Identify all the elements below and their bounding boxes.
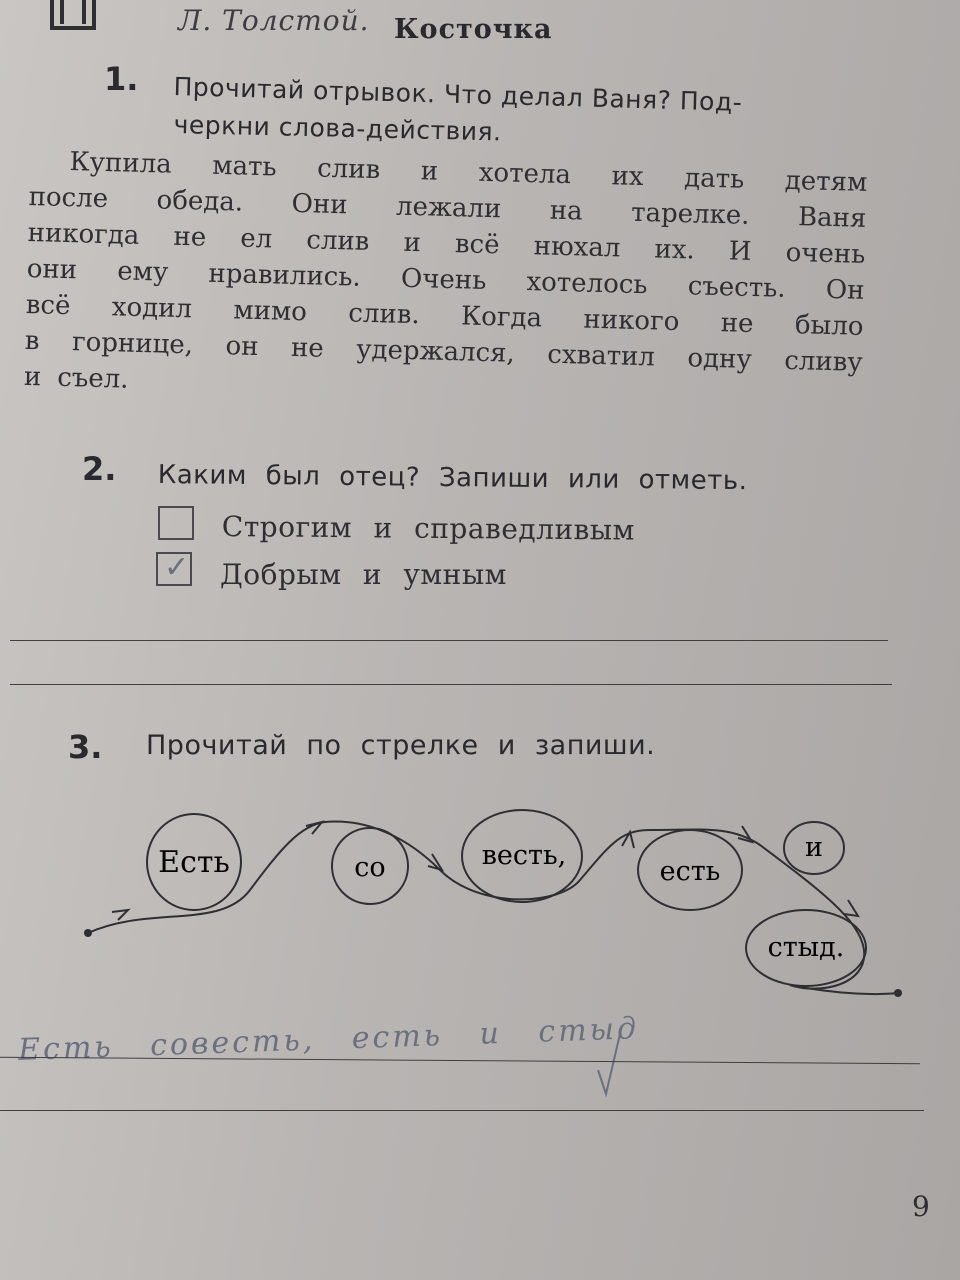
diagram-word: есть <box>659 856 721 887</box>
diagram-word: со <box>354 852 386 883</box>
passage-word: на <box>549 195 584 227</box>
diagram-word: Есть <box>158 845 230 880</box>
diagram-word: весть, <box>481 840 567 871</box>
passage-word: очень <box>785 237 866 270</box>
passage-word: лежали <box>395 191 502 225</box>
passage-word: и <box>420 156 439 187</box>
passage-word: их <box>611 161 644 193</box>
passage-word: всё <box>25 289 71 322</box>
passage-word: хотелось <box>526 267 648 301</box>
passage-word: не <box>173 221 207 253</box>
passage-word: он <box>225 331 259 363</box>
passage-word: ел <box>239 223 273 255</box>
passage-word: схватил <box>546 339 656 373</box>
passage-word: Ваня <box>797 202 867 234</box>
passage-word: никогда <box>27 217 140 251</box>
start-dot-icon <box>84 929 92 937</box>
task2-question: Каким был отец? Запиши или отметь. <box>157 460 748 497</box>
arrowhead-icon <box>112 910 128 920</box>
check-mark-icon <box>594 1030 624 1100</box>
passage-word: и <box>403 227 422 259</box>
arrowhead-icon <box>738 826 752 842</box>
passage-word: ему <box>116 256 169 288</box>
passage-word: дать <box>683 163 745 195</box>
passage-word: всё <box>454 229 500 261</box>
passage-word: в <box>24 325 40 357</box>
handwritten-answer: Есть совесть, есть и стыд <box>17 1011 640 1068</box>
arrowhead-icon <box>844 900 858 916</box>
passage-word: после <box>28 181 109 215</box>
passage-word: съесть. <box>687 271 786 304</box>
passage-word: их. <box>654 234 696 266</box>
end-dot-icon <box>894 989 902 997</box>
passage-word: одну <box>687 343 753 375</box>
passage-word: слив. <box>347 298 421 331</box>
diagram-word: стыд. <box>767 932 845 963</box>
passage-word: ходил <box>111 292 193 325</box>
passage-word: и <box>23 361 42 393</box>
passage-word: Они <box>291 188 348 221</box>
passage-word: Купила <box>69 147 173 180</box>
diagram-word: и <box>805 832 823 863</box>
passage-word: Когда <box>460 301 543 334</box>
header-author: Л. Толстой. <box>178 4 370 37</box>
passage-word: они <box>26 253 78 286</box>
passage-word: удержался, <box>355 334 516 369</box>
passage-word: сливу <box>783 345 863 378</box>
passage-word: слив <box>316 153 381 186</box>
header-title: Косточка <box>394 14 553 45</box>
passage-word: Очень <box>400 263 487 296</box>
passage-word: нюхал <box>533 231 621 264</box>
passage-word: слив <box>305 225 370 257</box>
option-strict-label: Строгим и справедливым <box>221 510 636 547</box>
passage-word: И <box>728 236 752 267</box>
answer-line[interactable] <box>0 1110 924 1111</box>
passage-word: нравились. <box>208 258 362 293</box>
task3-instruction: Прочитай по стрелке и запиши. <box>146 730 656 761</box>
passage-word: не <box>290 332 325 364</box>
passage-word: хотела <box>478 157 572 191</box>
passage-word: было <box>794 310 864 342</box>
arrowhead-icon <box>622 832 634 848</box>
task3-number: 3. <box>68 728 103 766</box>
passage-word: никого <box>583 304 680 338</box>
task1-instruction-line-2: черкни слова-действия. <box>173 110 502 147</box>
passage-word: Он <box>825 274 865 306</box>
option-kind-label: Добрым и умным <box>220 558 507 591</box>
page-number: 9 <box>912 1190 930 1223</box>
task1-number: 1. <box>104 60 139 98</box>
passage-word: съел. <box>56 362 129 395</box>
passage-word: мимо <box>233 295 308 328</box>
passage-word: не <box>720 308 754 339</box>
passage-word: горнице, <box>71 327 194 361</box>
passage-word: тарелке. <box>630 197 750 231</box>
task2-number: 2. <box>82 450 117 488</box>
passage-word: обеда. <box>156 185 244 218</box>
passage-word: мать <box>211 150 277 183</box>
passage-word: детям <box>784 165 868 198</box>
check-mark-icon: ✓ <box>164 550 190 585</box>
task1-instruction-line-1: Прочитай отрывок. Что делал Ваня? Под- <box>173 72 743 117</box>
